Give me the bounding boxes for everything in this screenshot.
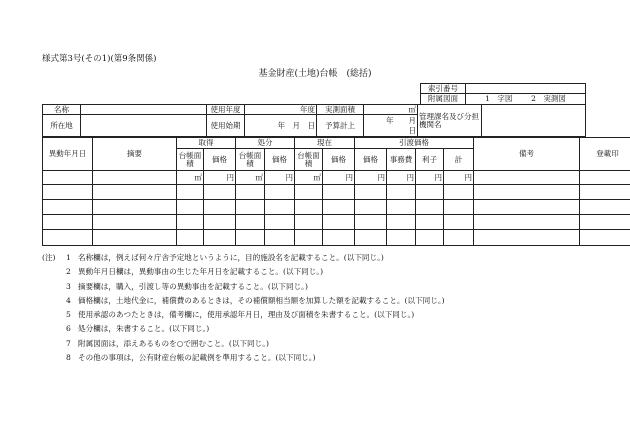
page-title: 基金財産(土地)台帳 (総括) — [258, 69, 372, 79]
table-row — [43, 185, 630, 200]
measured-area-label: 実測面積 — [317, 105, 364, 115]
col-summary-header: 摘要 — [93, 138, 177, 171]
current-price-header: 価格 — [323, 149, 355, 171]
info-table — [42, 104, 586, 137]
note-number: 5 — [66, 310, 71, 320]
note-text: 附属図面は，添えあるものを○で囲むこと。(以下同じ。) — [78, 338, 269, 348]
use-year-label: 使用年度 — [207, 105, 245, 115]
table-row — [43, 230, 630, 246]
use-start-field[interactable] — [245, 115, 317, 137]
note-text: 使用承認のあつたときは，備考欄に，使用承認年月日，理由及び面積を朱書すること。(以下同じ。) — [78, 310, 415, 320]
unit-yen: 円 — [285, 172, 293, 182]
dispose-price-header: 価格 — [265, 149, 295, 171]
unit-yen: 円 — [406, 172, 414, 182]
use-start-units: 年 月 日 — [277, 120, 315, 130]
note-number: 1 — [66, 253, 71, 262]
col-seal-header: 登載印 — [580, 138, 630, 171]
note-text: その他の事項は，公有財産台帳の記載例を準用すること。(以下同じ。) — [78, 353, 316, 363]
name-label: 名称 — [43, 105, 81, 115]
use-year-unit: 年度 — [300, 104, 315, 114]
transfer-interest-header: 利子 — [416, 149, 444, 171]
index-box — [420, 83, 586, 105]
seal-cell[interactable] — [580, 171, 630, 185]
note-number: 8 — [66, 353, 71, 363]
note-text: 名称欄は，例えば何々庁舎予定地というように，目的施設名を記載すること。(以下同じ。) — [78, 253, 384, 262]
col-remarks-header: 備考 — [474, 138, 580, 171]
unit-yen: 円 — [226, 172, 234, 182]
transfer-office-cost-cell[interactable] — [387, 171, 416, 185]
drawing-option-2[interactable]: 2 実測図 — [531, 94, 566, 104]
note-number: 4 — [66, 295, 71, 305]
acquire-price-header: 価格 — [204, 149, 236, 171]
dispose-area-cell[interactable] — [236, 171, 265, 185]
acquire-area-header: 台帳面積 — [177, 149, 204, 171]
location-label: 所在地 — [43, 115, 81, 137]
group-current-header: 現在 — [295, 138, 355, 149]
unit-yen: 円 — [434, 172, 442, 182]
dispose-area-header: 台帳面積 — [236, 149, 265, 171]
note-text: 摘要欄は，購入，引渡し等の異動事由を記載すること。(以下同じ。) — [78, 281, 308, 291]
area-unit: ㎡ — [408, 104, 416, 114]
table-row — [43, 215, 630, 230]
use-start-label: 使用始期 — [207, 115, 245, 137]
note-text: 異動年月日欄は，異動事由の生じた年月日を記載すること。(以下同じ。) — [78, 267, 324, 277]
unit-yen: 円 — [464, 172, 472, 182]
use-year-field[interactable] — [245, 105, 317, 115]
acquire-area-cell[interactable] — [177, 171, 204, 185]
attached-drawing-options[interactable] — [466, 94, 586, 105]
remarks-cell[interactable] — [474, 171, 580, 185]
dispose-price-cell[interactable] — [265, 171, 295, 185]
dept-label: 管理課名及び分担機関名 — [418, 105, 482, 137]
table-row — [43, 171, 630, 185]
budget-label: 予算計上 — [317, 115, 364, 137]
budget-units-2: 日 — [408, 125, 416, 135]
unit-sqm: ㎡ — [194, 172, 202, 182]
unit-sqm: ㎡ — [255, 172, 263, 182]
transfer-total-header: 計 — [444, 149, 474, 171]
current-area-cell[interactable] — [295, 171, 323, 185]
note-number: 6 — [66, 324, 71, 334]
current-area-header: 台帳面積 — [295, 149, 323, 171]
col-date-header: 異動年月日 — [43, 138, 93, 171]
note-text: 処分欄は，朱書すること。(以下同じ。) — [78, 324, 210, 334]
current-price-cell[interactable] — [323, 171, 355, 185]
transfer-total-cell[interactable] — [444, 171, 474, 185]
note-text: 価格欄は，土地代金に，補償費のあるときは，その補償額相当額を加算した額を記載すること。(以下同じ。) — [78, 295, 445, 305]
group-acquire-header: 取得 — [177, 138, 236, 149]
location-field[interactable] — [81, 115, 207, 137]
note-number: 2 — [66, 267, 71, 277]
transfer-price-header: 価格 — [355, 149, 387, 171]
attached-drawing-label: 附属図面 — [421, 94, 466, 105]
note-number: 3 — [66, 281, 71, 291]
budget-units-1: 年 月 — [386, 116, 416, 126]
acquire-price-cell[interactable] — [204, 171, 236, 185]
main-table — [42, 137, 630, 246]
transfer-office-cost-header: 事務費 — [387, 149, 416, 171]
group-transfer-header: 引渡価格 — [355, 138, 474, 149]
index-number-label: 索引番号 — [421, 84, 466, 94]
unit-yen: 円 — [377, 172, 385, 182]
note-number: 7 — [66, 338, 71, 348]
transfer-interest-cell[interactable] — [416, 171, 444, 185]
transfer-price-cell[interactable] — [355, 171, 387, 185]
unit-sqm: ㎡ — [313, 172, 321, 182]
unit-yen: 円 — [345, 172, 353, 182]
date-cell[interactable] — [43, 171, 93, 185]
drawing-option-1[interactable]: 1 字図 — [485, 94, 513, 104]
summary-cell[interactable] — [93, 171, 177, 185]
dept-field[interactable] — [482, 105, 586, 137]
form-number: 様式第3号(その1)(第9条関係) — [42, 54, 157, 64]
index-number-field[interactable] — [466, 84, 586, 94]
notes-prefix: (注) — [42, 253, 56, 262]
measured-area-field[interactable] — [364, 105, 418, 115]
name-field[interactable] — [81, 105, 207, 115]
budget-field[interactable] — [364, 115, 418, 137]
group-dispose-header: 処分 — [236, 138, 295, 149]
table-row — [43, 200, 630, 215]
